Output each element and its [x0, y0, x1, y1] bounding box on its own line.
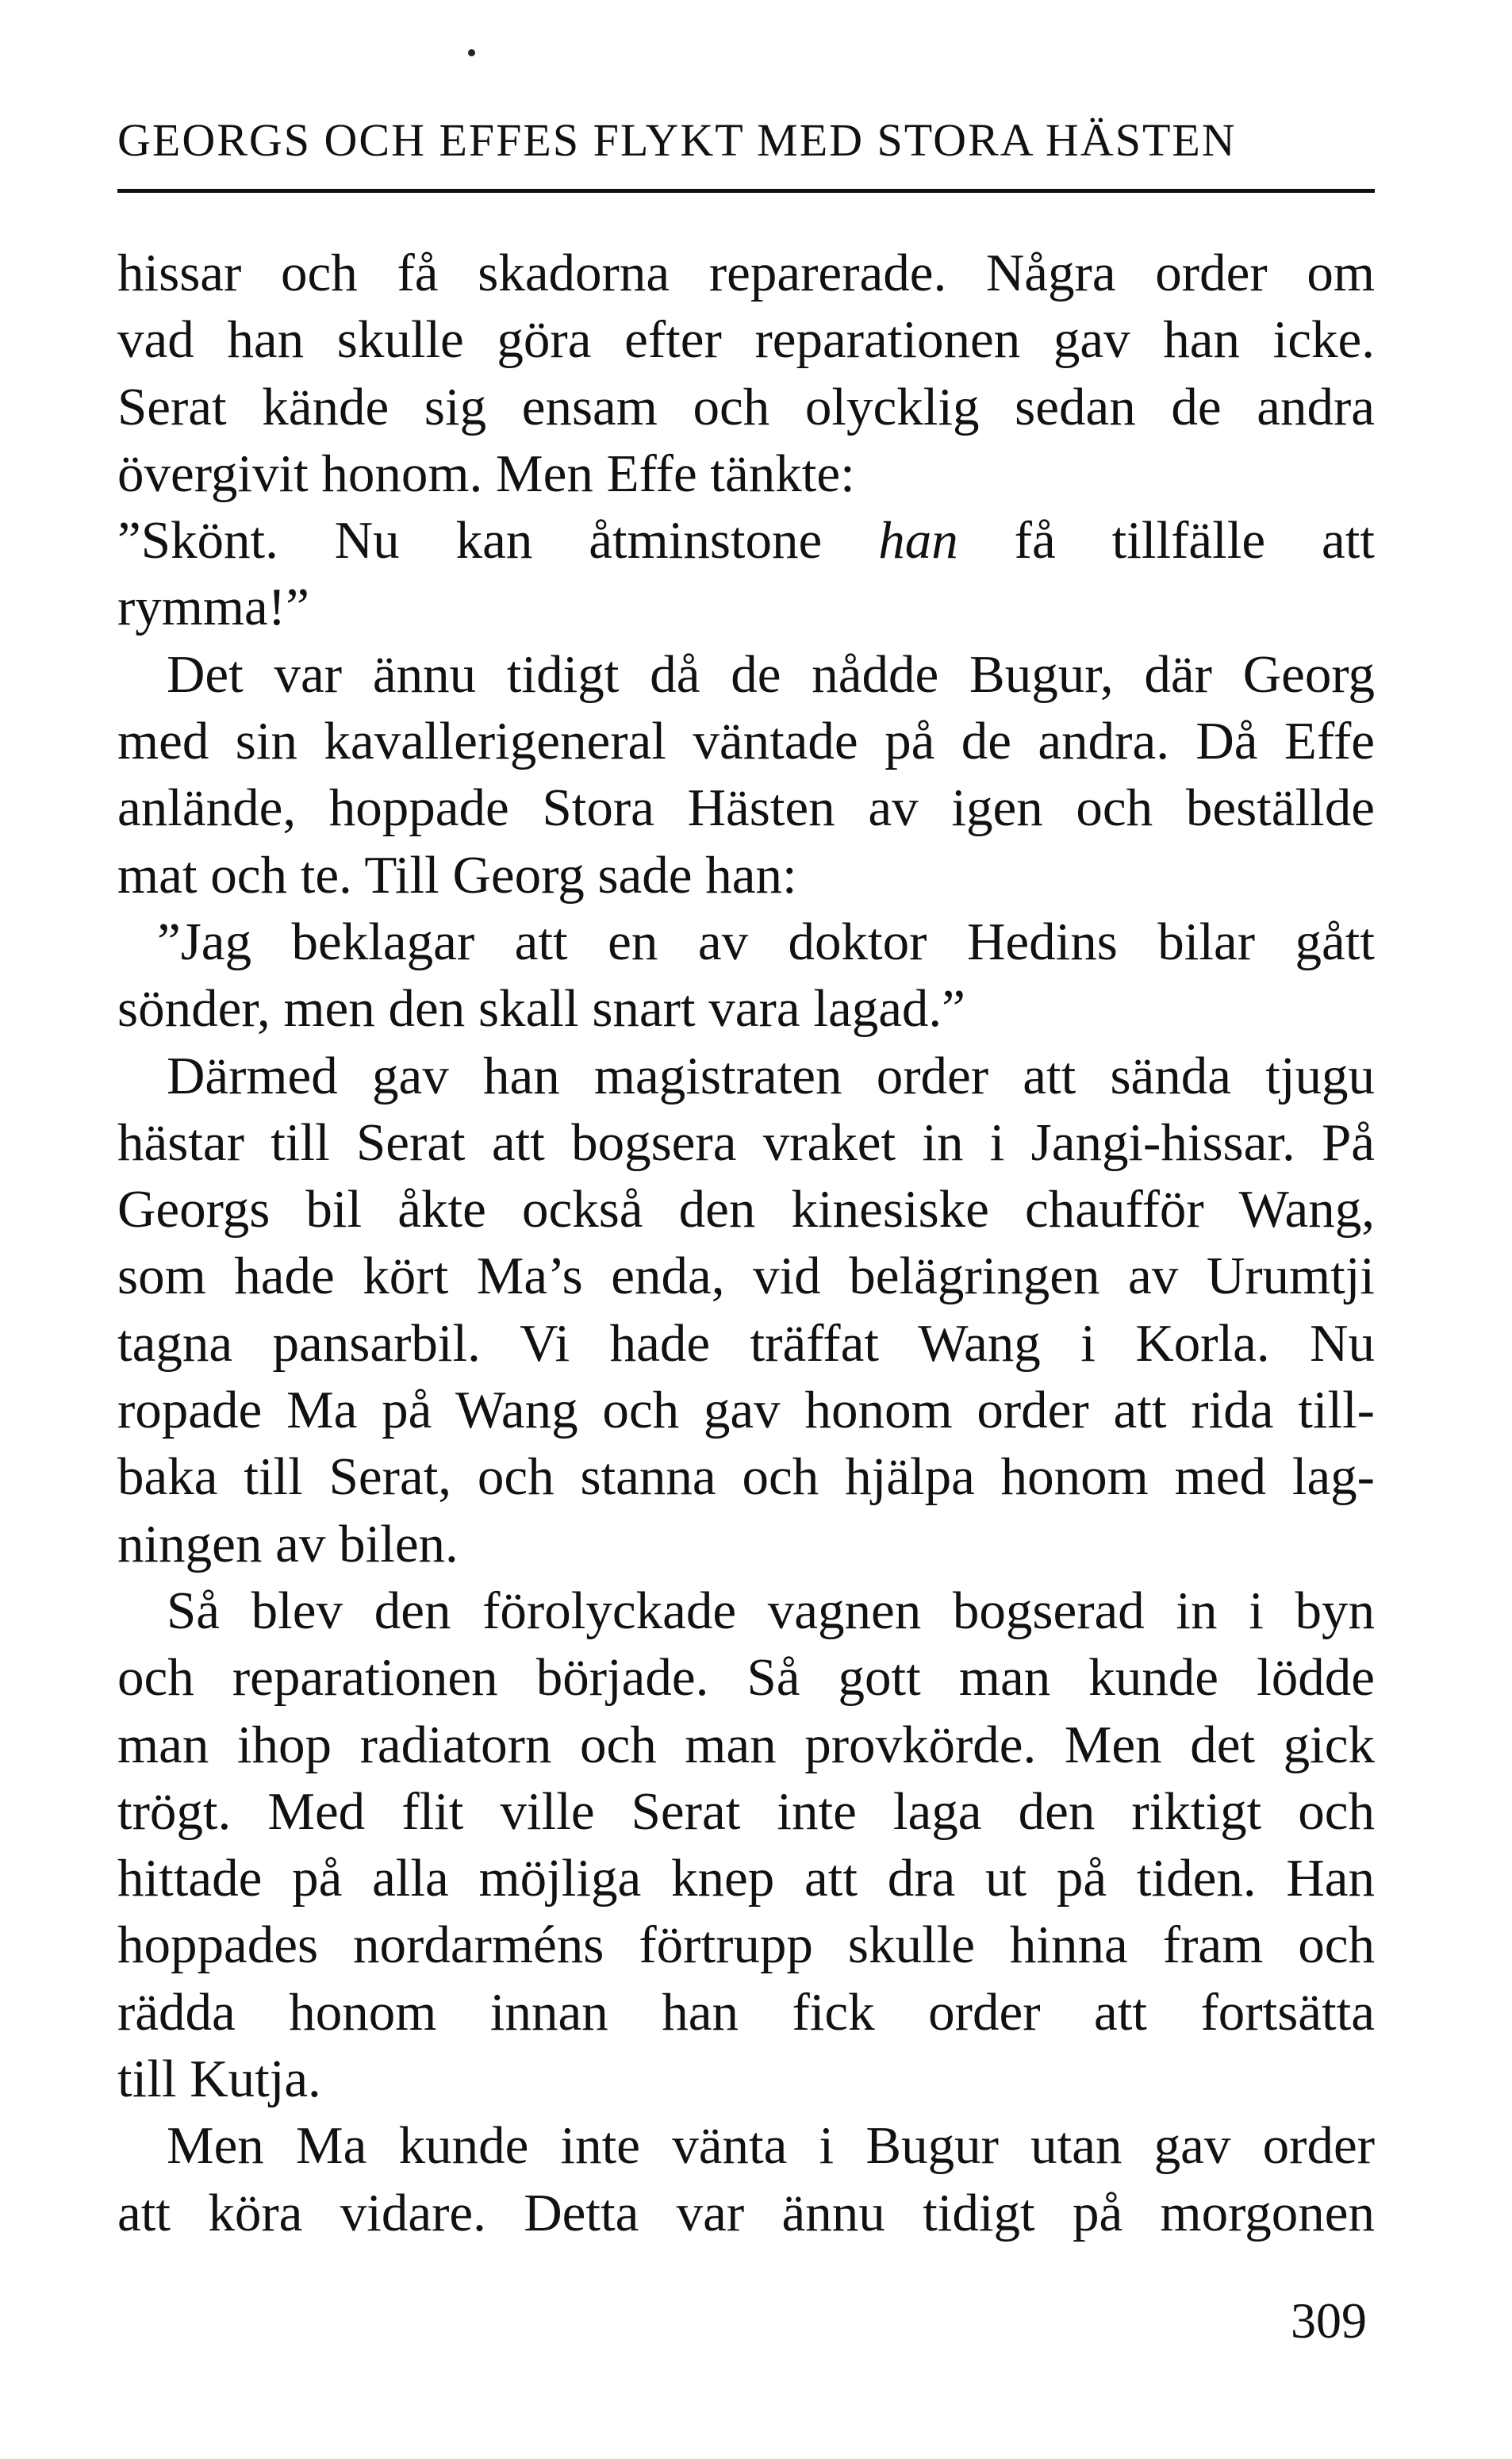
text-line: Därmed gav han magistraten order att sända tjugu	[167, 1046, 1375, 1105]
text-line: övergivit honom. Men Effe tänkte:	[117, 444, 855, 503]
emphasis: han	[878, 511, 958, 571]
text-line: Så blev den förolyckade vagnen bogserad in i byn	[167, 1581, 1375, 1640]
text-line	[117, 507, 1375, 574]
text-line: anlände, hoppade Stora Hästen av igen och beställde	[117, 778, 1375, 838]
text-line: till Kutja.	[117, 2050, 321, 2109]
running-head: GEORGS OCH EFFES FLYKT MED STORA HÄSTEN	[117, 114, 1237, 166]
text-line: hissar och få skadorna reparerade. Några order om	[117, 244, 1375, 302]
text-line: Det var ännu tidigt då de nådde Bugur, där Georg	[167, 644, 1375, 704]
text-line: rädda honom innan han fick order att fortsätta	[117, 1982, 1375, 2042]
text-line: att köra vidare. Detta var ännu tidigt på morgonen	[117, 2183, 1375, 2242]
text-line: Men Ma kunde inte vänta i Bugur utan gav order	[167, 2116, 1375, 2176]
text-line: man ihop radiatorn och man provkörde. Men det gick	[117, 1715, 1375, 1774]
text-line: vad han skulle göra efter reparationen gav han icke.	[117, 310, 1375, 370]
text-line: ningen av bilen.	[117, 1514, 459, 1573]
text-line: mat och te. Till Georg sade han:	[117, 845, 797, 905]
text-segment: ”Skönt. Nu kan åtminstone	[117, 511, 879, 571]
text-line: Serat kände sig ensam och olycklig sedan de andra	[117, 377, 1375, 436]
text-line: trögt. Med flit ville Serat inte laga den riktigt och	[117, 1781, 1375, 1841]
text-line: Georgs bil åkte också den kinesiske chaufför Wang,	[117, 1180, 1375, 1239]
text-line: rymma!”	[117, 578, 309, 637]
header-rule	[117, 189, 1375, 193]
text-line: tagna pansarbil. Vi hade träffat Wang i Korla. Nu	[117, 1313, 1375, 1373]
text-line: baka till Serat, och stanna och hjälpa honom med lag-	[117, 1447, 1375, 1507]
text-line: med sin kavallerigeneral väntade på de andra. Då Effe	[117, 712, 1375, 771]
ink-speck	[468, 49, 475, 56]
body-text	[117, 240, 1375, 2246]
text-line: sönder, men den skall snart vara lagad.”	[117, 979, 965, 1039]
text-line: hittade på alla möjliga knep att dra ut på tiden. Han	[117, 1849, 1375, 1908]
text-line: ”Jag beklagar att en av doktor Hedins bilar gått	[157, 912, 1375, 971]
text-segment: få tillfälle att	[957, 511, 1375, 571]
text-line: ropade Ma på Wang och gav honom order att rida till-	[117, 1381, 1375, 1440]
text-line: och reparationen började. Så gott man kunde lödde	[117, 1648, 1375, 1708]
text-line: som hade kört Ma’s enda, vid belägringen av Urumtji	[117, 1247, 1375, 1306]
text-line: hoppades nordarméns förtrupp skulle hinna fram och	[117, 1915, 1375, 1975]
text-line: hästar till Serat att bogsera vraket in i Jangi-hissar. På	[117, 1112, 1375, 1172]
page-number: 309	[1291, 2292, 1367, 2349]
